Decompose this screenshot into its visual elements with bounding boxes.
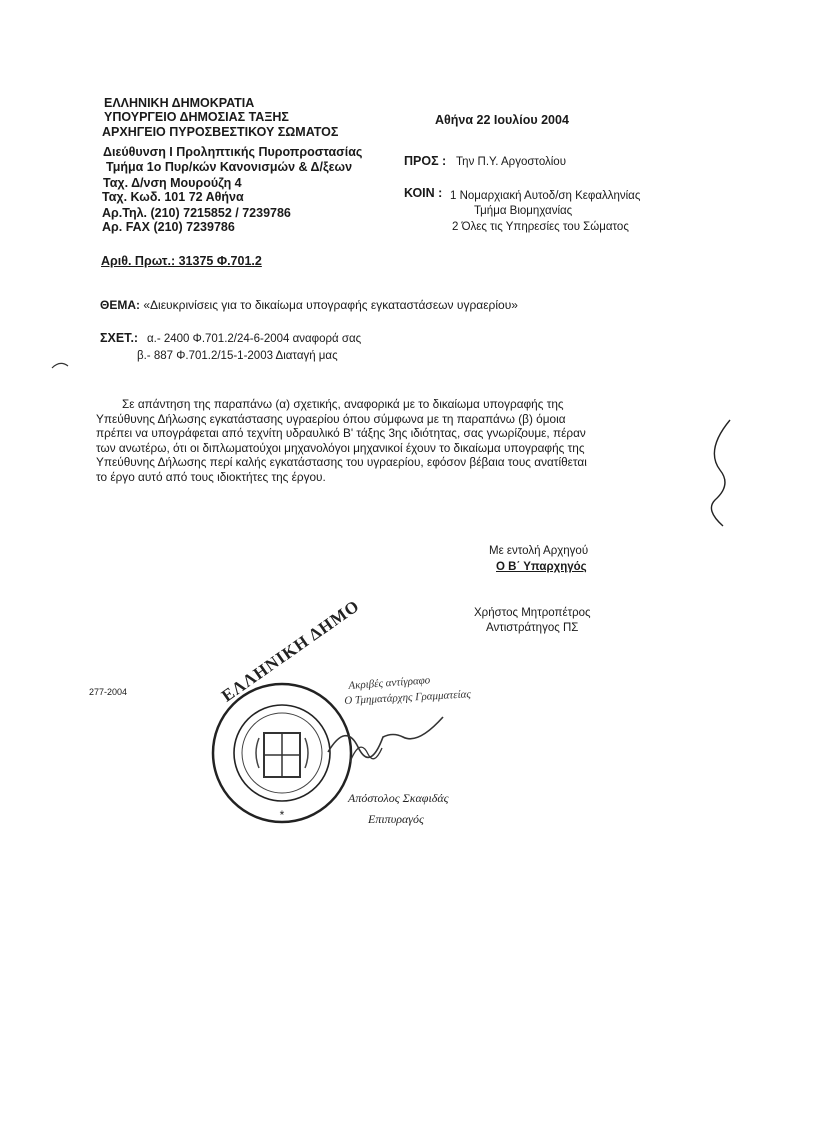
letterhead-line-2: ΥΠΟΥΡΓΕΙΟ ΔΗΜΟΣΙΑΣ ΤΑΞΗΣ <box>104 110 289 124</box>
certifier-name: Απόστολος Σκαφιδάς <box>348 791 449 805</box>
body-line-6: το έργο αυτό από τους ιδιοκτήτες της έργου. <box>96 469 326 484</box>
reference-label: ΣΧΕΤ.: <box>100 331 139 345</box>
protocol-number: Αριθ. Πρωτ.: 31375 Φ.701.2 <box>101 254 262 268</box>
signature-role: Ο Β΄ Υπαρχηγός <box>496 561 587 573</box>
document-date: Αθήνα 22 Ιουλίου 2004 <box>435 113 569 127</box>
body-line-1: Σε απάντηση της παραπάνω (α) σχετικής, αναφορικά με το δικαίωμα υπογραφής της <box>122 397 564 411</box>
letterhead-line-3: ΑΡΧΗΓΕΙΟ ΠΥΡΟΣΒΕΣΤΙΚΟΥ ΣΩΜΑΤΟΣ <box>102 125 339 139</box>
body-line-4: των ανωτέρω, ότι οι διπλωματούχοι μηχανολόγοι μηχανικοί έχουν το δικαίωμα υπογραφής της <box>96 440 585 455</box>
svg-text:*: * <box>279 808 285 822</box>
margin-scribble <box>700 418 740 528</box>
footer-code: 277-2004 <box>89 687 128 697</box>
cc-line-1: 1 Νομαρχιακή Αυτοδ/ση Κεφαλληνίας <box>450 190 641 202</box>
letterhead-line-8: Αρ.Τηλ. (210) 7215852 / 7239786 <box>102 206 291 220</box>
cc-label: ΚΟΙΝ : <box>404 186 443 200</box>
letterhead-line-1: ΕΛΛΗΝΙΚΗ ΔΗΜΟΚΡΑΤΙΑ <box>104 96 255 110</box>
subject-line <box>100 298 518 312</box>
reference-a: α.- 2400 Φ.701.2/24-6-2004 αναφορά σας <box>147 333 362 345</box>
subject-label: ΘΕΜΑ: <box>100 298 140 312</box>
reference-b: β.- 887 Φ.701.2/15-1-2003 Διαταγή μας <box>137 350 338 362</box>
letterhead-line-7: Ταχ. Κωδ. 101 72 Αθήνα <box>102 190 244 204</box>
signature-order: Με εντολή Αρχηγού <box>489 545 589 557</box>
cc-line-2: 2 Όλες τις Υπηρεσίες του Σώματος <box>452 221 629 233</box>
certifier-rank: Επιπυραγός <box>368 812 424 826</box>
certify-line-2: Ο Τμηματάρχης Γραμματείας <box>344 688 472 707</box>
signature-rank: Αντιστράτηγος ΠΣ <box>486 622 579 634</box>
subject-text: «Διευκρινίσεις για το δικαίωμα υπογραφής εγκαταστάσεων υγραερίου» <box>143 298 518 312</box>
signature-name: Χρήστος Μητροπέτρος <box>474 607 591 619</box>
certifier-signature <box>320 712 450 782</box>
to-value: Την Π.Υ. Αργοστολίου <box>456 156 566 168</box>
body-line-2: Υπεύθυνης Δήλωσης εγκατάστασης υγραερίου όπου σύμφωνα με τη παραπάνω (β) όμοια <box>96 411 566 426</box>
margin-tick-left <box>50 360 70 372</box>
cc-line-1b: Τμήμα Βιομηχανίας <box>474 205 573 217</box>
letterhead-line-9: Αρ. FAX (210) 7239786 <box>102 220 235 234</box>
letterhead-line-6: Ταχ. Δ/νση Μουρούζη 4 <box>103 176 242 190</box>
to-label: ΠΡΟΣ : <box>404 154 447 168</box>
body-line-3: πρέπει να υπογράφεται από τεχνίτη υδραυλικό Β' τάξης 3ης ιδιότητας, σας γνωρίζουμε, πέραν <box>96 426 586 440</box>
letterhead-line-4: Διεύθυνση Ι Προληπτικής Πυροπροστασίας <box>103 145 363 159</box>
certify-line-1: Ακριβές αντίγραφο <box>348 674 431 692</box>
seal-ring-text: ΕΛΛΗΝΙΚΗ ΔΗΜΟ <box>218 596 364 706</box>
body-line-5: Υπεύθυνης Δήλωσης περί καλής εγκατάστασης του υγραερίου, εφόσον βέβαια τους ανατίθεται <box>96 455 587 469</box>
body-paragraph <box>96 397 587 484</box>
letterhead-line-5: Τμήμα 1ο Πυρ/κών Κανονισμών & Δ/ξεων <box>106 160 353 174</box>
